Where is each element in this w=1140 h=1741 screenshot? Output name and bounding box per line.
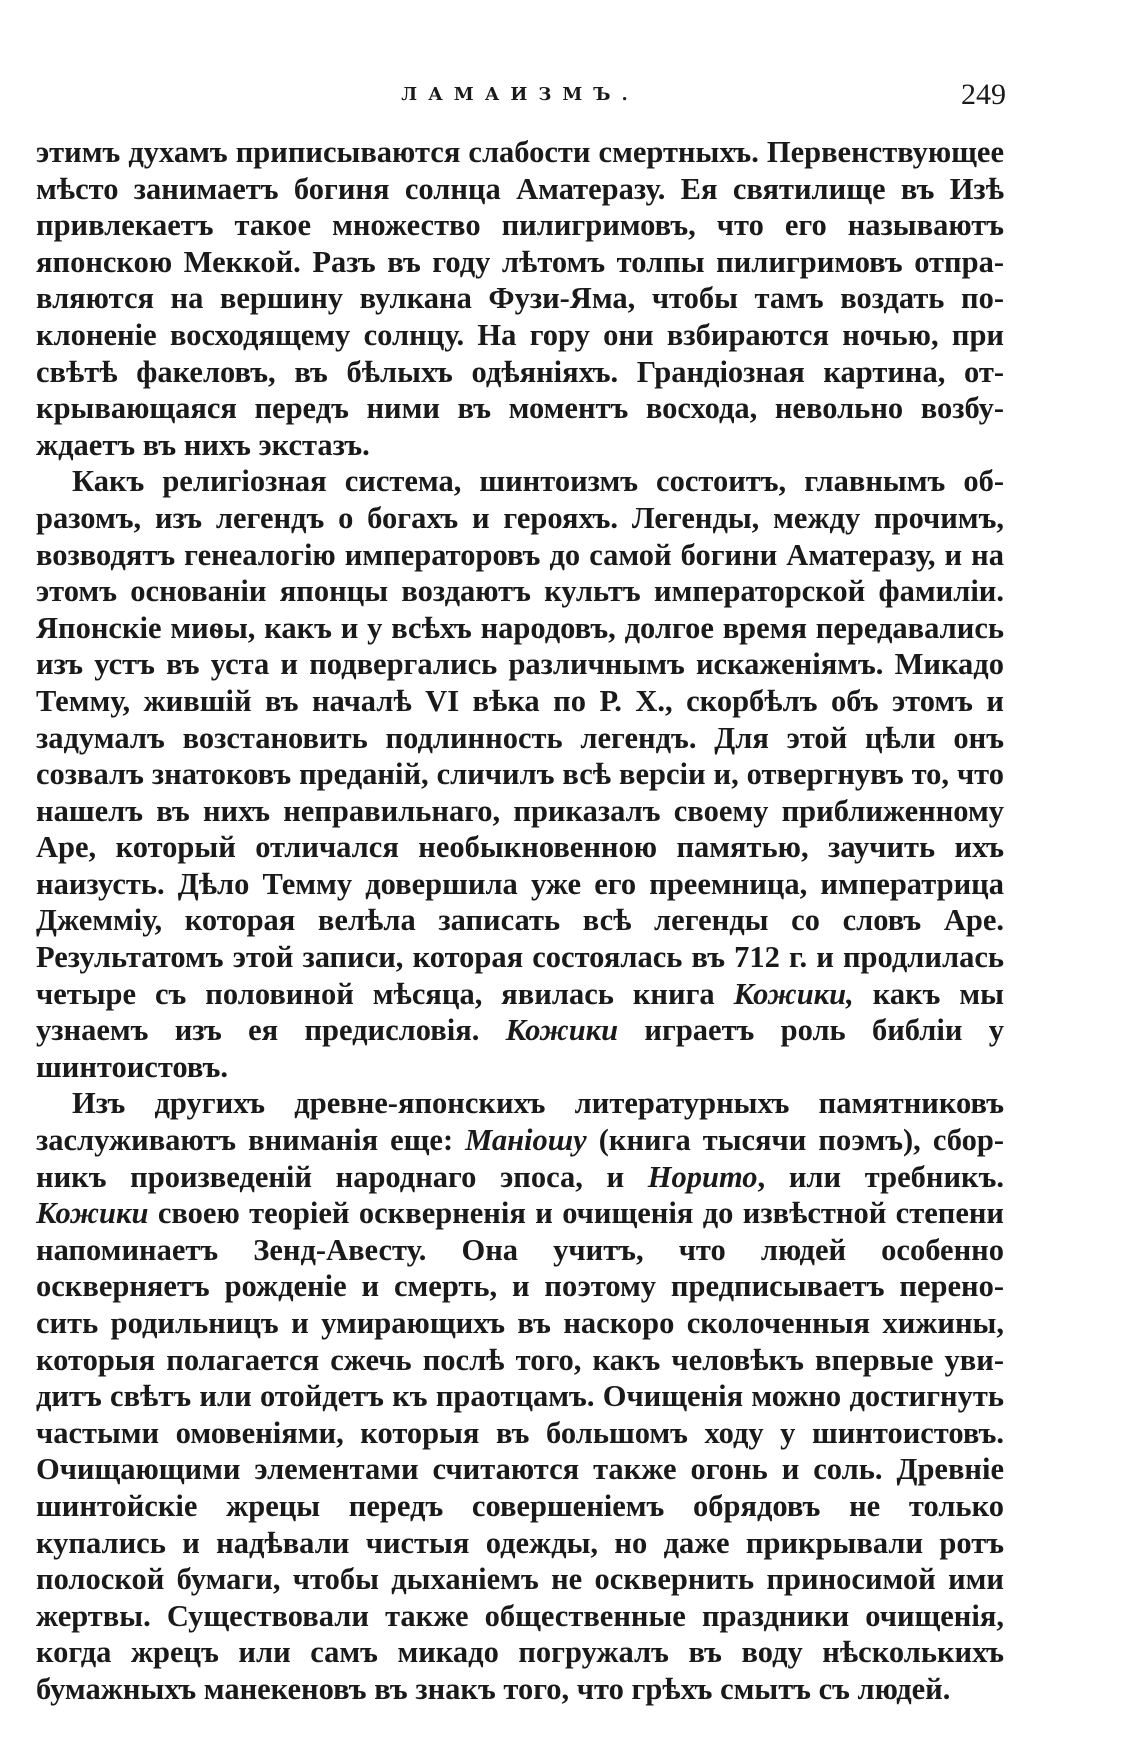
text-run: Изъ другихъ древне-японскихъ литературныхъ памятниковъ заслуживаютъ вниманія еще:	[36, 1086, 1004, 1158]
text-run: , или требникъ.	[757, 1159, 1004, 1194]
paragraph	[36, 1085, 1004, 1707]
running-head	[34, 78, 1006, 118]
text-run: (книга тысячи поэмъ), сборникъ произведеній народнаго эпоса, и	[36, 1123, 1004, 1194]
text-run: своею теоріей оскверненія и очищенія до извѣстной степени напоминаетъ Зенд-Авесту. Она учитъ, что людей особенно оскверняетъ рожденіе и смерть, и поэтому предписываетъ переносить родильницъ и умирающихъ въ наскоро сколоченныя хижины, которыя полагается сжечь послѣ того, какъ человѣкъ впервые увидитъ свѣтъ или отойдетъ къ праотцамъ. Очищенія можно достигнуть частыми омовеніями, которыя въ большомъ ходу у шинтоистовъ. Очищающими элементами считаются также огонь и соль. Древніе шинтойскіе жрецы передъ совершеніемъ обрядовъ не только купались и надѣвали чистыя одежды, но даже прикрывали ротъ полоской бумаги, чтобы дыханіемъ не осквернить приносимой ими жертвы. Существовали также общественные праздники очищенія, когда жрецъ или самъ микадо погружалъ въ воду нѣсколькихъ бумажныхъ манекеновъ въ знакъ того, что грѣхъ смытъ съ людей.	[36, 1196, 1004, 1706]
running-title: ЛАМАИЗМЪ.	[401, 84, 639, 105]
text-run: играетъ роль библіи у шинтоистовъ.	[36, 1013, 1004, 1084]
book-title-norito: Норито	[647, 1159, 758, 1194]
text-run: Какъ религіозная система, шинтоизмъ состоитъ, главнымъ образомъ, изъ легендъ о богахъ и герояхъ. Легенды, между прочимъ, возводятъ генеалогію императоровъ до самой богини Аматеразу, и на этомъ основаніи японцы воздаютъ культъ императорской фамиліи. Японскіе миѳы, какъ и у всѣхъ народовъ, долгое время передавались изъ устъ въ уста и подвергались различнымъ искаженіямъ. Микадо Темму, жившій въ началѣ VI вѣка по Р. Х., скорбѣлъ объ этомъ и задумалъ возстановить подлинность легендъ. Для этой цѣли онъ созвалъ знатоковъ преданій, сличилъ всѣ версіи и, отвергнувъ то, что нашелъ въ нихъ неправильнаго, приказалъ своему приближенному Аре, который отличался необыкновенною памятью, заучить ихъ наизусть. Дѣло Темму довершила уже его преемница, императрица Джемміу, которая велѣла записать всѣ легенды со словъ Аре. Результатомъ этой записи, которая состоялась въ 712 г. и продлилась четыре съ половиной мѣсяца, явилась книга	[36, 464, 1004, 1011]
paragraph	[36, 463, 1004, 1085]
book-title-kojiki: Кожики,	[733, 976, 854, 1011]
paragraph	[36, 134, 1004, 463]
text-run: этимъ духамъ приписываются слабости смертныхъ. Первенствующее мѣсто занимаетъ богиня солнца Аматеразу. Ея святилище въ Изѣ привлекаетъ такое множество пилигримовъ, что его называютъ японскою Меккой. Разъ въ году лѣтомъ толпы пилигримовъ отправляются на вершину вулкана Фузи-Яма, чтобы тамъ воздать поклоненіе восходящему солнцу. На гору они взбираются ночью, при свѣтѣ факеловъ, въ бѣлыхъ одѣяніяхъ. Грандіозная картина, открывающаяся передъ ними въ моментъ восхода, невольно возбуждаетъ въ нихъ экстазъ.	[36, 135, 1004, 462]
book-title-kojiki: Кожики	[36, 1196, 149, 1231]
book-title-kojiki: Кожики	[505, 1013, 619, 1048]
body-text	[36, 134, 1004, 1708]
page-number: 249	[961, 78, 1006, 111]
text-run: какъ мы узнаемъ изъ ея предисловія.	[36, 976, 1004, 1048]
book-title-manyoshu: Маніошу	[465, 1123, 587, 1158]
